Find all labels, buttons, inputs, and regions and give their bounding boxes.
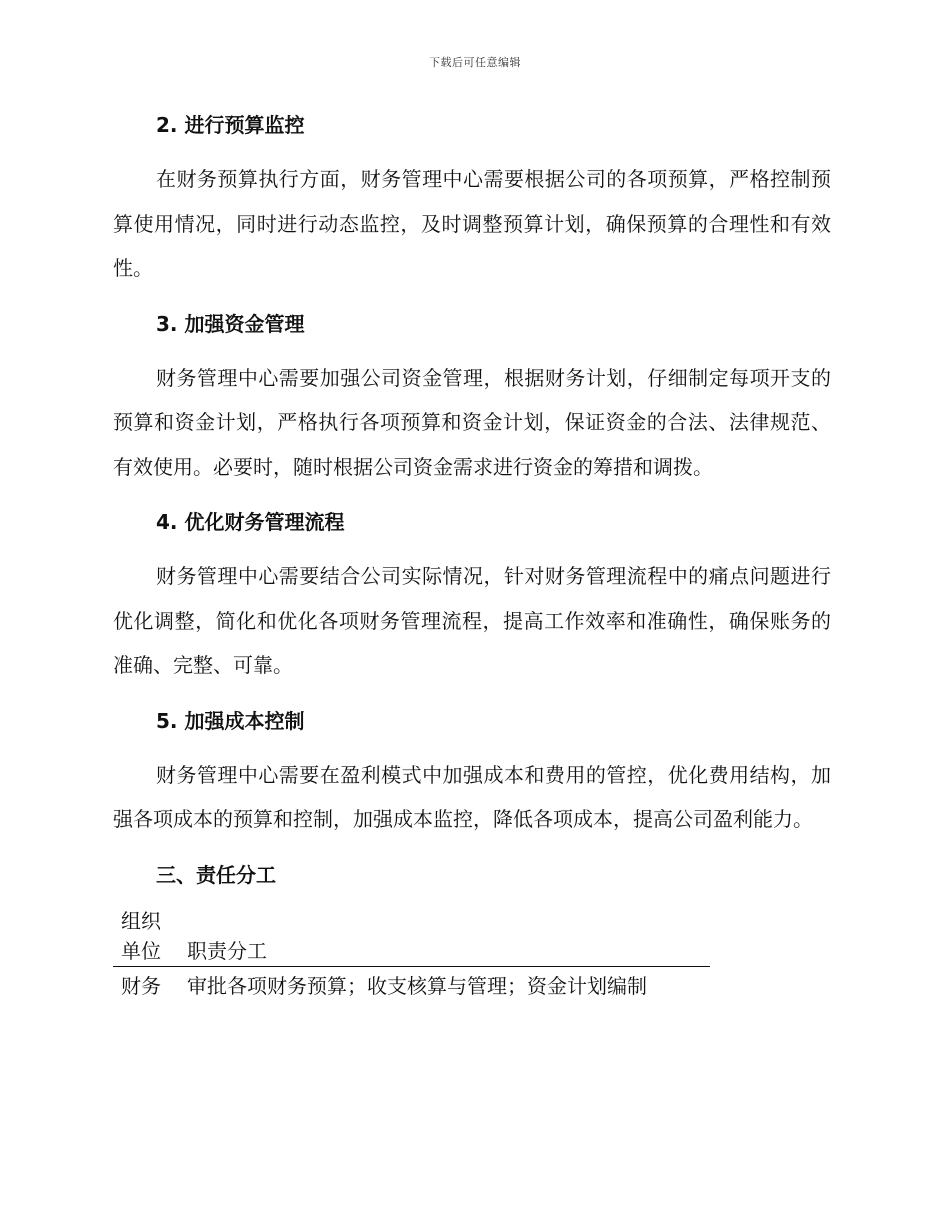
document-body: [113, 109, 831, 1001]
section-budget-monitoring: [113, 109, 831, 291]
header-org-line1: 组织: [121, 908, 161, 933]
section-responsibility: [113, 859, 831, 1001]
section-paragraph: 财务管理中心需要在盈利模式中加强成本和费用的管控，优化费用结构，加强各项成本的预算和控制，加强成本监控，降低各项成本，提高公司盈利能力。: [113, 762, 831, 831]
section-heading: 3. 加强资金管理: [156, 311, 305, 336]
section-heading: 4. 优化财务管理流程: [156, 510, 345, 534]
section-paragraph: 在财务预算执行方面，财务管理中心需要根据公司的各项预算，严格控制预算使用情况，同时进行动态监控，及时调整预算计划，确保预算的合理性和有效性。: [113, 167, 831, 280]
section-fund-management: [113, 308, 831, 490]
section-heading: 三、责任分工: [156, 862, 276, 887]
section-paragraph: 财务管理中心需要加强公司资金管理，根据财务计划，仔细制定每项开支的预算和资金计划，严格执行各项预算和资金计划，保证资金的合法、法律规范、有效使用。必要时，随时根据公司资金需求进行资金的筹措和调拨。: [113, 365, 831, 479]
section-heading: 5. 加强成本控制: [156, 708, 305, 733]
table-header-duty: 职责分工: [187, 938, 267, 963]
section-cost-control: [113, 705, 831, 842]
section-paragraph: 财务管理中心需要结合公司实际情况，针对财务管理流程中的痛点问题进行优化调整，简化和优化各项财务管理流程，提高工作效率和准确性，确保账务的准确、完整、可靠。: [113, 564, 831, 677]
table-cell-duty: 审批各项财务预算；收支核算与管理；资金计划编制: [187, 973, 647, 998]
table-row: [113, 966, 710, 1001]
table-header-org: [113, 906, 179, 967]
section-process-optimization: [113, 506, 831, 688]
responsibility-table: [113, 906, 710, 1001]
table-header-row: [113, 906, 710, 967]
page-header: 下载后可任意编辑: [429, 56, 521, 69]
header-org-line2: 单位: [121, 938, 161, 963]
section-heading: 2. 进行预算监控: [156, 113, 305, 137]
table-cell-org: 财务: [121, 973, 161, 998]
